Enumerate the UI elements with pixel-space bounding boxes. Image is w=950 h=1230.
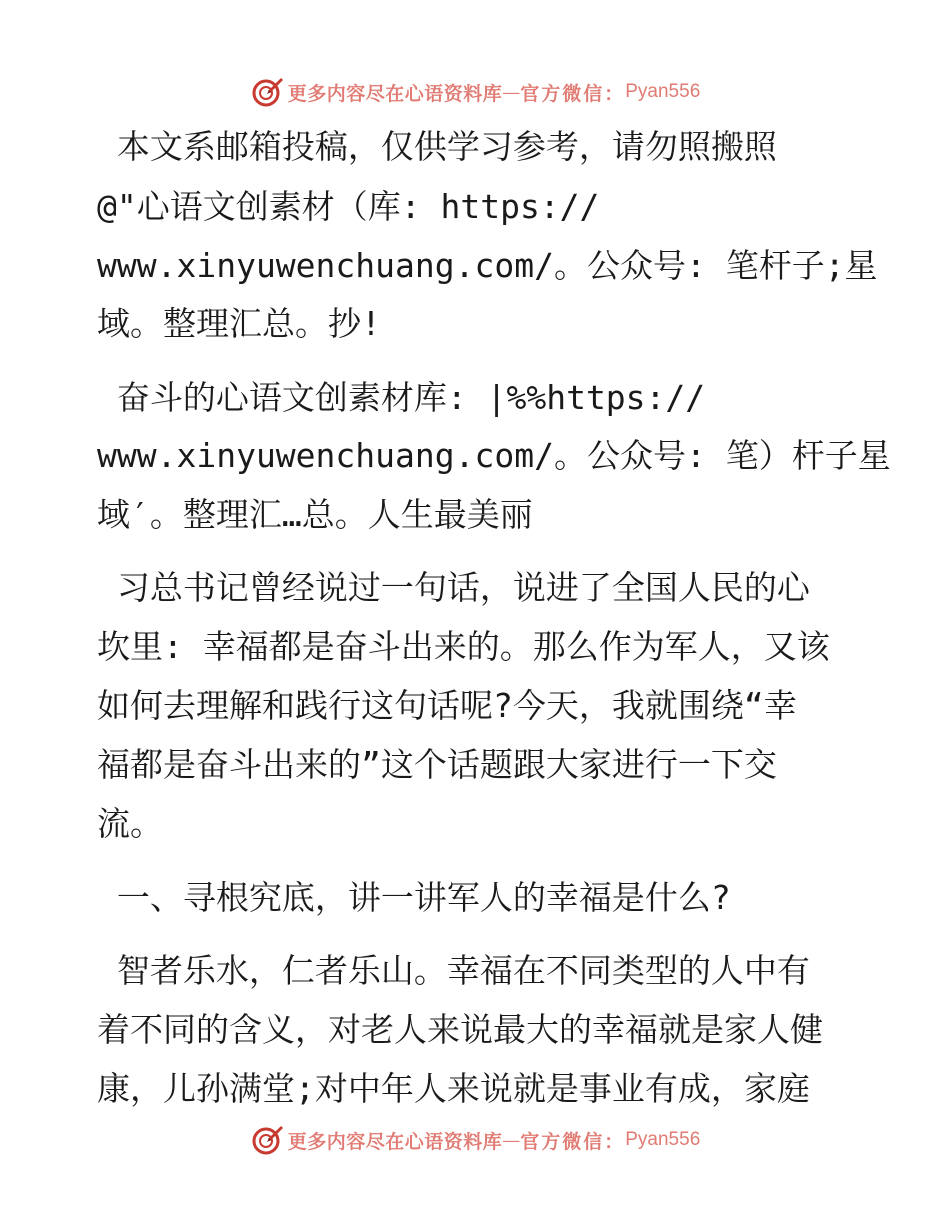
body-line: 着不同的含义，对老人来说最大的幸福就是家人健 [97,1010,823,1049]
body-line: 奋斗的心语文创素材库: |%%https:// [97,378,706,417]
footer-banner [0,1120,950,1160]
body-line: www.xinyuwenchuang.com/。公众号: 笔杆子;星 [97,246,878,285]
body-line: 本文系邮箱投稿，仅供学习参考，请勿照搬照 [97,127,777,166]
body-line: 域′。整理汇…总。人生最美丽 [97,495,533,534]
banner-wechat-id: Pyan556 [625,1129,701,1150]
circular-pen-logo-icon [250,1123,284,1157]
body-line: 坎里: 幸福都是奋斗出来的。那么作为军人，又该 [97,627,830,666]
body-line: 习总书记曾经说过一句话，说进了全国人民的心 [97,568,810,607]
banner-wechat-label: 官方微信： [520,82,626,105]
banner-main-text: 更多内容尽在心语资料库 [287,82,503,105]
banner-wechat-id: Pyan556 [625,81,701,102]
body-line: 如何去理解和践行这句话呢?今天，我就围绕“幸 [97,686,797,725]
circular-pen-logo-icon [250,75,284,109]
body-line: 智者乐水，仁者乐山。幸福在不同类型的人中有 [97,951,810,990]
body-line: 流。 [97,804,163,843]
header-banner [0,72,950,112]
banner-main-text: 更多内容尽在心语资料库 [287,1130,503,1153]
body-line: 福都是奋斗出来的”这个话题跟大家进行一下交 [97,745,777,784]
section-heading: 一、寻根究底，讲一讲军人的幸福是什么? [97,878,731,917]
body-line: 域。整理汇总。抄! [97,304,381,343]
body-line: @"心语文创素材（库: https:// [97,187,600,226]
body-line: 康，儿孙满堂;对中年人来说就是事业有成，家庭 [97,1069,810,1108]
banner-wechat-label: 官方微信： [520,1130,626,1153]
banner-separator: — [502,1129,521,1151]
body-line: www.xinyuwenchuang.com/。公众号: 笔）杆子星 [97,436,891,475]
banner-separator: — [502,81,521,103]
